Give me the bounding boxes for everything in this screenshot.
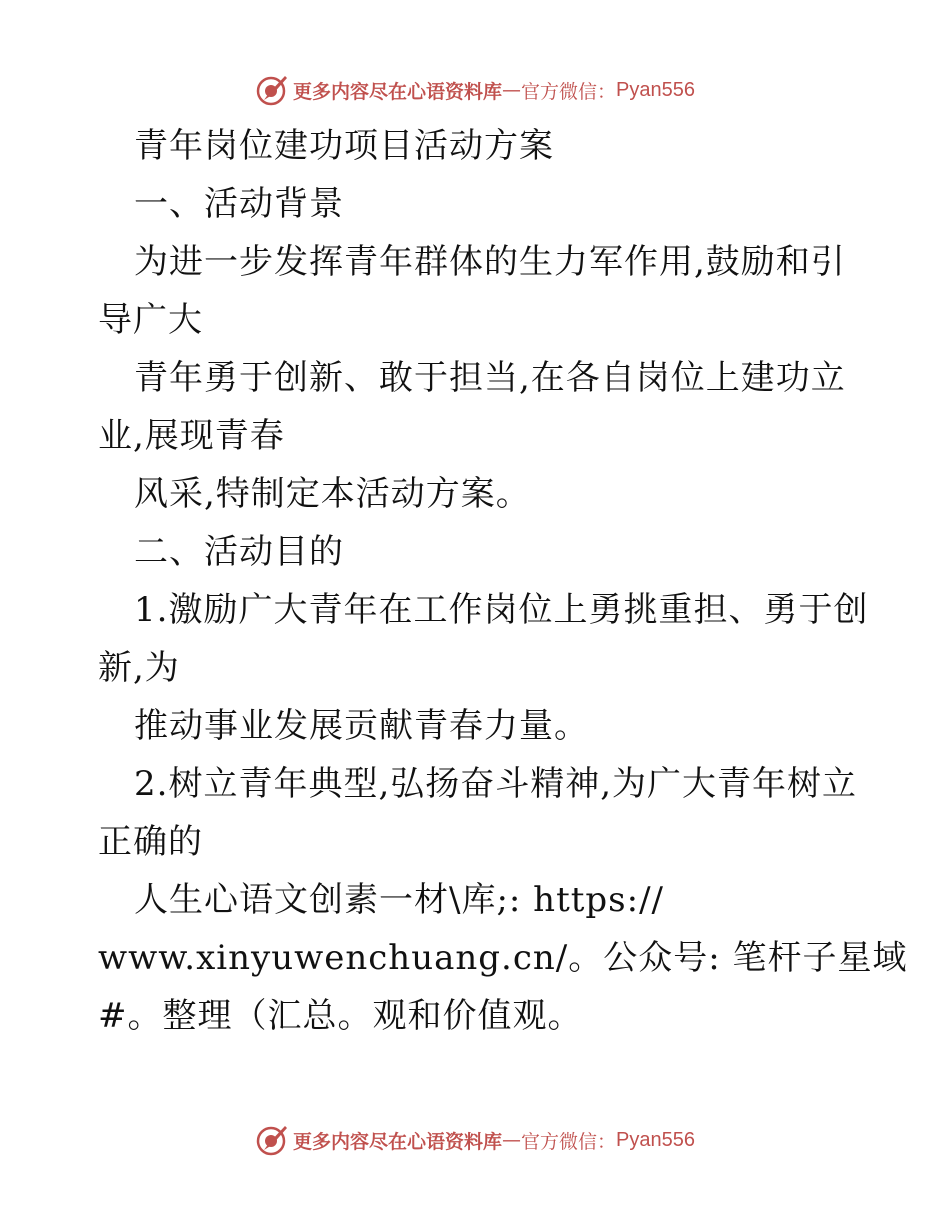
banner-wechat-id: Pyan556 [616, 78, 695, 101]
paragraph-line: 风采,特制定本活动方案。 [134, 474, 531, 514]
paragraph-line: 为进一步发挥青年群体的生力军作用,鼓励和引 [134, 242, 846, 282]
banner-separator: — [502, 79, 522, 101]
paragraph-line: 新,为 [98, 648, 180, 688]
banner-wechat-label: 官方微信： [521, 80, 617, 103]
quill-pen-logo-icon [255, 1123, 289, 1157]
banner-separator: — [502, 1129, 522, 1151]
footer-watermark-banner [0, 1122, 950, 1158]
banner-wechat-label: 官方微信： [521, 1130, 617, 1153]
paragraph-line: 人生心语文创素一材\库;: https:// [134, 880, 664, 920]
section-heading: 一、活动背景 [134, 184, 344, 224]
quill-pen-logo-icon [255, 73, 289, 107]
paragraph-line: www.xinyuwenchuang.cn/。公众号: 笔杆子星域 [98, 938, 908, 978]
paragraph-line: 导广大 [98, 300, 203, 340]
paragraph-line: 1.激励广大青年在工作岗位上勇挑重担、勇于创 [134, 590, 869, 630]
document-title: 青年岗位建功项目活动方案 [134, 126, 554, 166]
banner-slogan: 更多内容尽在心语资料库 [293, 80, 503, 103]
paragraph-line: 推动事业发展贡献青春力量。 [134, 706, 589, 746]
paragraph-line: #。整理（汇总。观和价值观。 [98, 996, 583, 1036]
banner-slogan: 更多内容尽在心语资料库 [293, 1130, 503, 1153]
paragraph-line: 青年勇于创新、敢于担当,在各自岗位上建功立 [134, 358, 846, 398]
header-watermark-banner [0, 72, 950, 108]
banner-wechat-id: Pyan556 [616, 1128, 695, 1151]
paragraph-line: 正确的 [98, 822, 203, 862]
section-heading: 二、活动目的 [134, 532, 344, 572]
paragraph-line: 2.树立青年典型,弘扬奋斗精神,为广大青年树立 [134, 764, 858, 804]
paragraph-line: 业,展现青春 [98, 416, 285, 456]
